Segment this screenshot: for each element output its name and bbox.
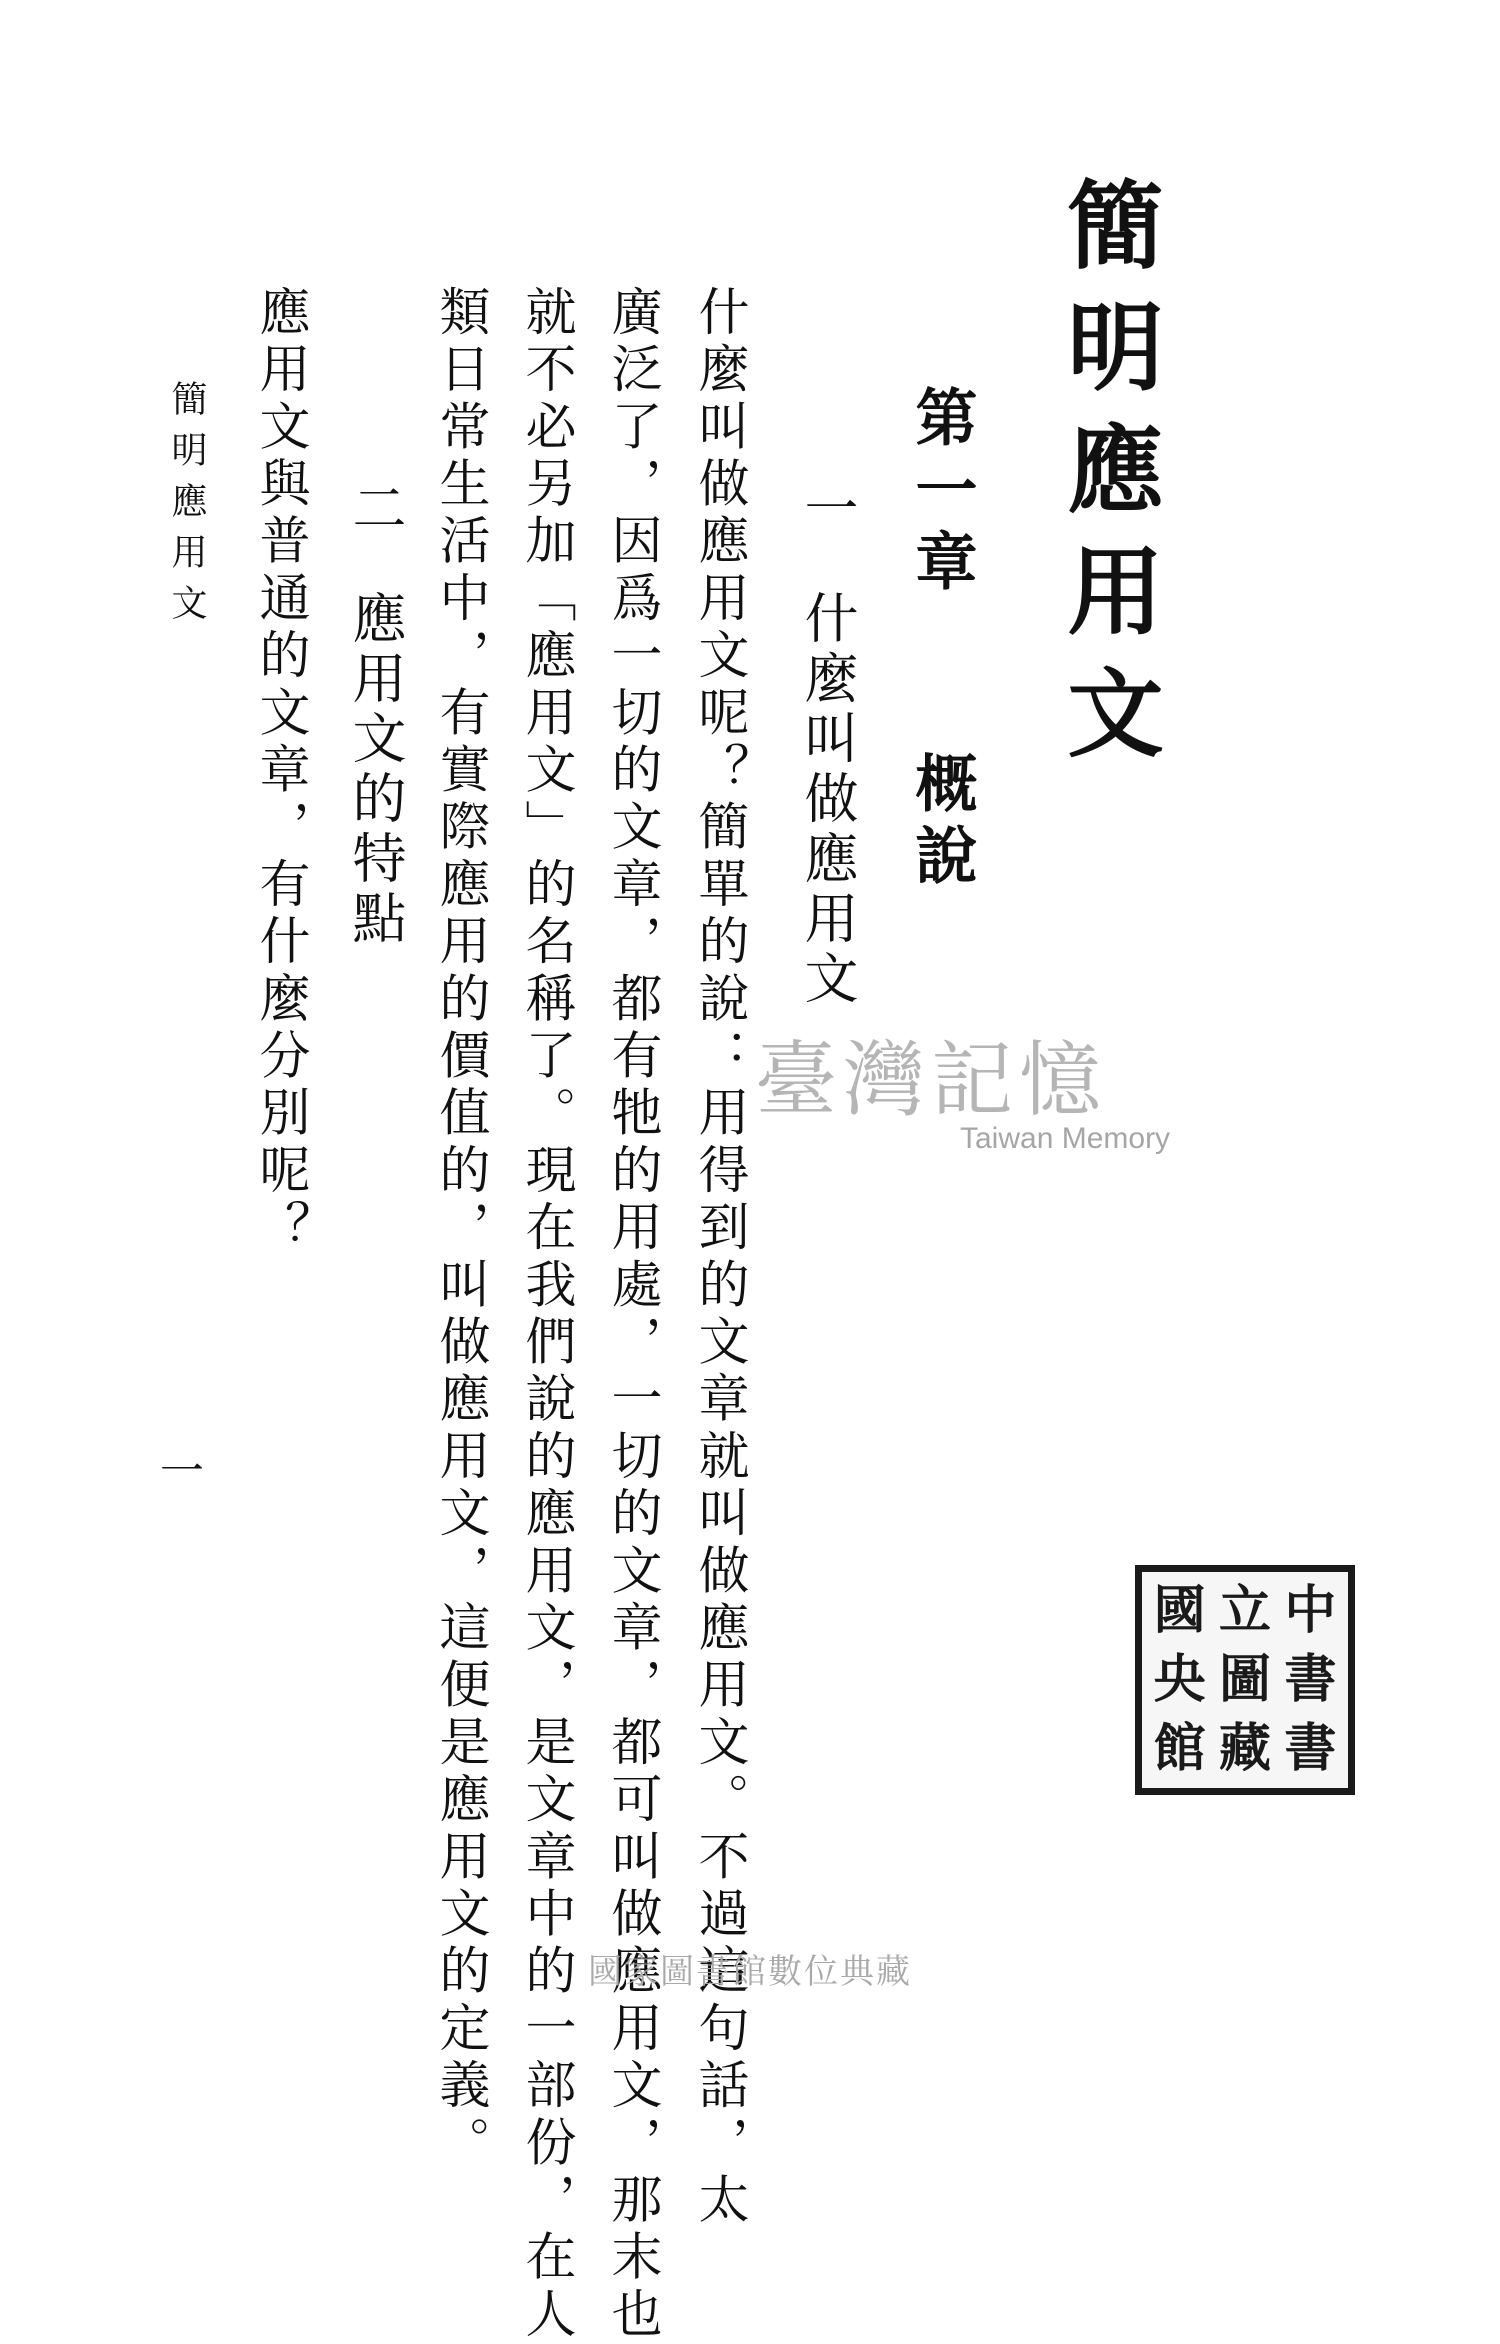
watermark-english: Taiwan Memory	[960, 1122, 1171, 1155]
seal-char: 立	[1218, 1580, 1271, 1642]
seal-char: 圖	[1218, 1648, 1271, 1710]
section-1-number: 一	[796, 480, 859, 540]
section-1-title: 什麼叫做應用文	[796, 590, 859, 1010]
chapter-heading	[905, 385, 978, 895]
chapter-name: 概說	[905, 751, 978, 895]
page-number: 一	[160, 1446, 204, 1497]
seal-char: 央	[1153, 1648, 1206, 1710]
book-title: 簡明應用文	[1052, 175, 1165, 785]
running-head: 簡明應用文	[166, 380, 207, 635]
paragraph-2: 應用文與普通的文章，有什麼分別呢？	[250, 285, 309, 1258]
section-1-heading	[796, 480, 859, 1010]
paragraph-1-line-4: 類日常生活中，有實際應用的價值的，叫做應用文，這便是應用文的定義。	[430, 285, 489, 2173]
seal-char: 書	[1284, 1717, 1337, 1779]
seal-char: 國	[1153, 1580, 1206, 1642]
section-2-heading	[344, 480, 407, 950]
watermark-chinese: 臺灣記憶	[755, 1033, 1108, 1128]
seal-char: 藏	[1218, 1717, 1271, 1779]
section-2-title: 應用文的特點	[344, 590, 407, 950]
chapter-number: 第一章	[905, 385, 978, 601]
seal-char: 中	[1284, 1580, 1337, 1642]
watermark-logo	[755, 1015, 1195, 1165]
paragraph-1-line-1: 什麼叫做應用文呢？簡單的說：用得到的文章就叫做應用文。不過這句話，太	[689, 285, 748, 2230]
library-seal-stamp	[1135, 1565, 1355, 1795]
footer-archive-label: 國家圖書館數位典藏	[588, 1952, 912, 1992]
seal-char: 書	[1284, 1648, 1337, 1710]
seal-char: 館	[1153, 1717, 1206, 1779]
paragraph-1-line-3: 就不必另加「應用文」的名稱了。現在我們說的應用文，是文章中的一部份，在人	[516, 285, 575, 2344]
paragraph-1-line-2: 廣泛了，因爲一切的文章，都有牠的用處，一切的文章，都可叫做應用文，那末也	[602, 285, 661, 2344]
section-2-number: 二	[344, 480, 407, 540]
